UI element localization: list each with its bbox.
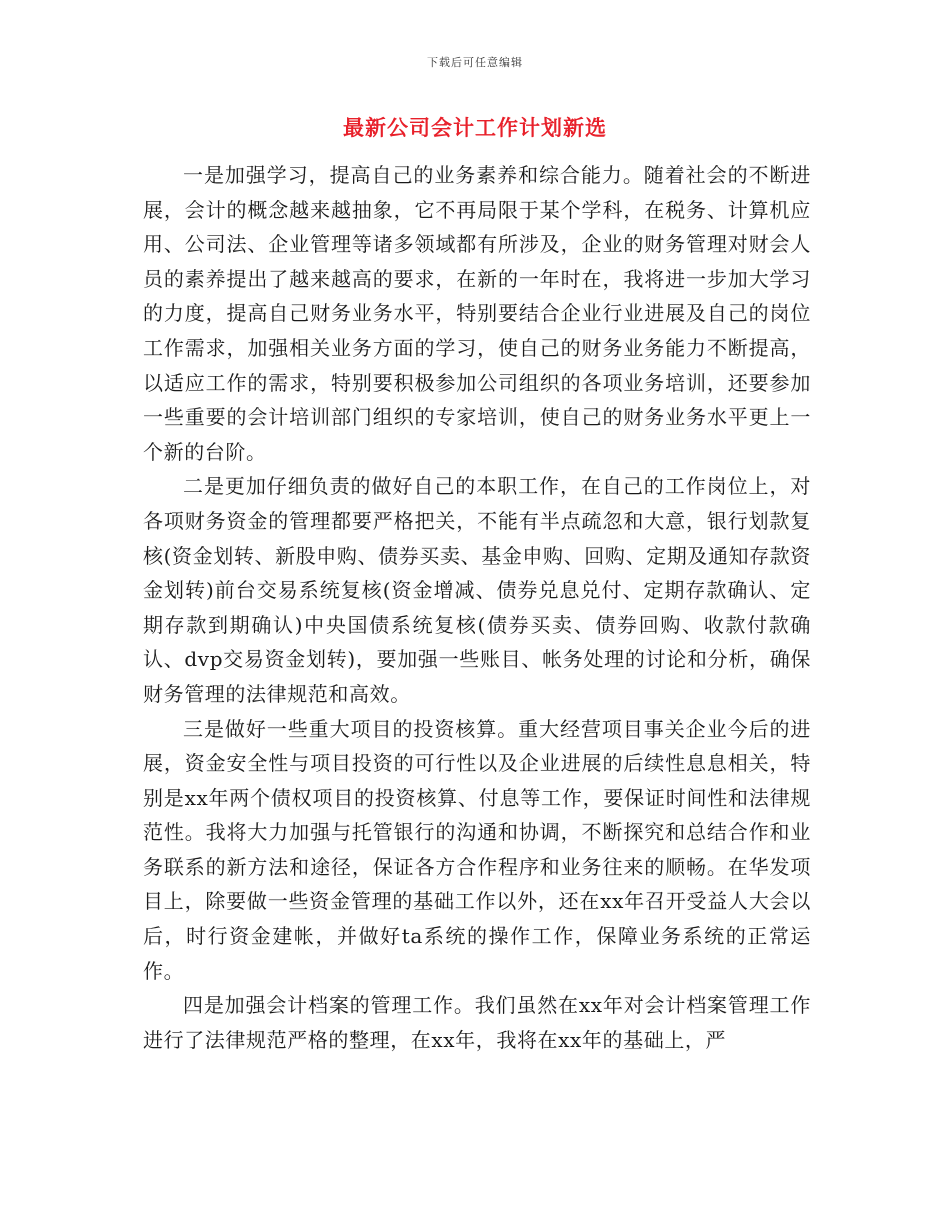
paragraph-3: 三是做好一些重大项目的投资核算。重大经营项目事关企业今后的进展，资金安全性与项目投资的可行性以及企业进展的后续性息息相关，特别是xx年两个债权项目的投资核算、付息等工作，要保证时间性和法律规范性。我将大力加强与托管银行的沟通和协调，不断探究和总结合作和业务联系的新方法和途径，保证各方合作程序和业务往来的顺畅。在华发项目上，除要做一些资金管理的基础工作以外，还在xx年召开受益人大会以后，时行资金建帐，并做好ta系统的操作工作，保障业务系统的正常运作。 — [143, 716, 811, 983]
paragraph-4: 四是加强会计档案的管理工作。我们虽然在xx年对会计档案管理工作进行了法律规范严格的整理，在xx年，我将在xx年的基础上，严 — [143, 993, 811, 1052]
paragraph-2: 二是更加仔细负责的做好自己的本职工作，在自己的工作岗位上，对各项财务资金的管理都要严格把关，不能有半点疏忽和大意，银行划款复核(资金划转、新股申购、债券买卖、基金申购、回购、定期及通知存款资金划转)前台交易系统复核(资金增减、债券兑息兑付、定期存款确认、定期存款到期确认)中央国债系统复核(债券买卖、债券回购、收款付款确认、dvp交易资金划转)，要加强一些账目、帐务处理的讨论和分析，确保财务管理的法律规范和高效。 — [143, 474, 811, 706]
paragraph-1: 一是加强学习，提高自己的业务素养和综合能力。随着社会的不断进展，会计的概念越来越抽象，它不再局限于某个学科，在税务、计算机应用、公司法、企业管理等诸多领域都有所涉及，企业的财务管理对财会人员的素养提出了越来越高的要求，在新的一年时在，我将进一步加大学习的力度，提高自己财务业务水平，特别要结合企业行业进展及自己的岗位工作需求，加强相关业务方面的学习，使自己的财务业务能力不断提高，以适应工作的需求，特别要积极参加公司组织的各项业务培训，还要参加一些重要的会计培训部门组织的专家培训，使自己的财务业务水平更上一个新的台阶。 — [143, 163, 811, 464]
page-header-note: 下载后可任意编辑 — [427, 56, 523, 69]
document-title: 最新公司会计工作计划新选 — [343, 115, 607, 140]
document-body — [143, 158, 811, 1057]
